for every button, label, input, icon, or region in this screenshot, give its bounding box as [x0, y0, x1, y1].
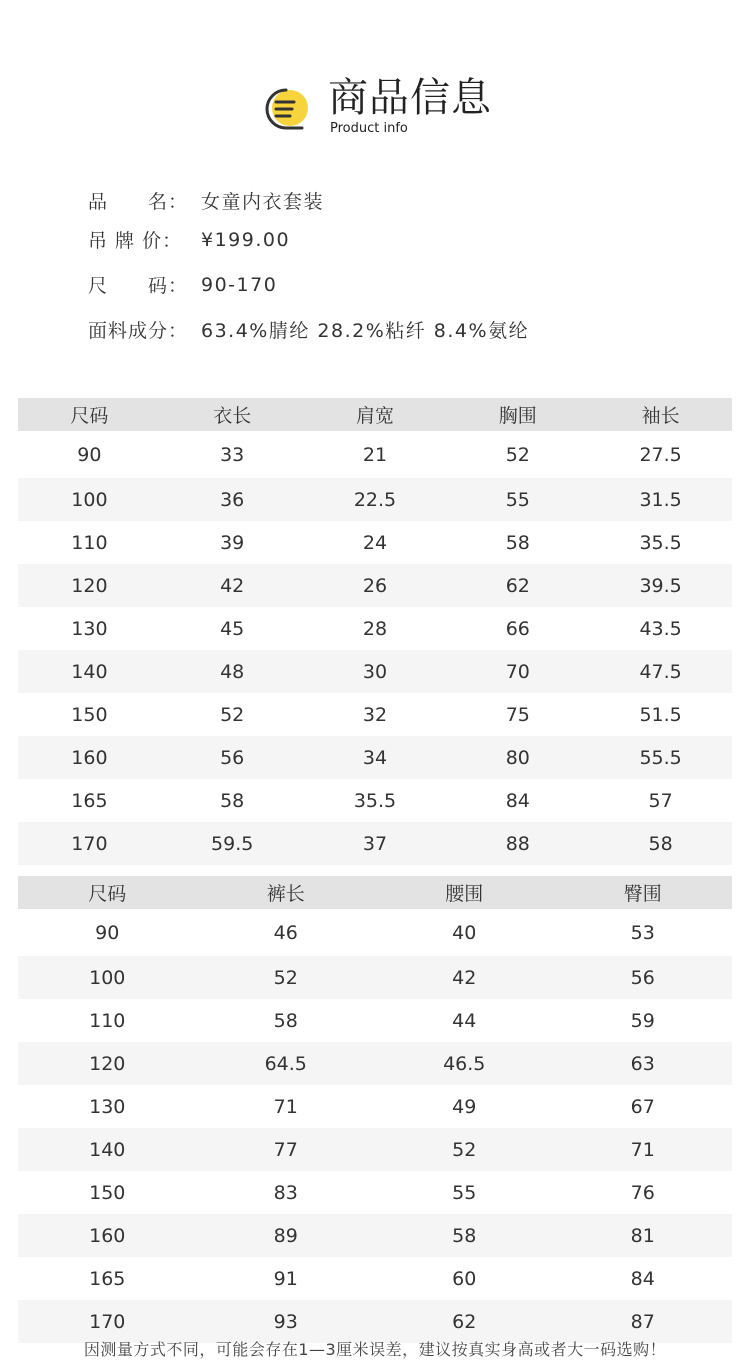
table-cell: 76 [630, 1181, 655, 1204]
table-cell: 165 [89, 1267, 126, 1290]
column-header: 衣长 [161, 398, 304, 431]
table-row [18, 1085, 732, 1128]
table-cell: 160 [18, 736, 161, 779]
column-header: 尺码 [18, 876, 197, 909]
column-header: 裤长 [197, 876, 376, 909]
table-cell: 60 [452, 1267, 477, 1290]
table-cell: 81 [554, 1214, 733, 1257]
table-cell: 58 [375, 1214, 554, 1257]
table-cell: 59.5 [161, 822, 304, 865]
list-document-icon [262, 84, 312, 134]
table-cell: 46.5 [375, 1042, 554, 1085]
table-cell: 43.5 [639, 617, 682, 640]
table-cell: 63 [554, 1042, 733, 1085]
bottom-size-table [18, 876, 732, 1343]
table-row [18, 431, 732, 478]
info-value: 女童内衣套装 [201, 190, 325, 213]
info-label: 尺 码： [88, 275, 189, 297]
table-cell: 93 [197, 1300, 376, 1343]
table-cell: 130 [71, 617, 108, 640]
measurement-note: 因测量方式不同，可能会存在1—3厘米误差，建议按真实身高或者大一码选购！ [83, 1340, 667, 1359]
table-cell: 170 [18, 822, 161, 865]
table-cell: 32 [362, 703, 388, 726]
table-cell: 34 [304, 736, 447, 779]
table-cell: 58 [505, 531, 530, 554]
table-cell: 30 [304, 650, 447, 693]
table-cell: 140 [18, 650, 161, 693]
info-label: 吊 牌 价： [88, 230, 183, 252]
table-row [18, 1128, 732, 1171]
info-label: 品 名： [88, 190, 189, 213]
table-cell: 42 [375, 956, 554, 999]
table-cell: 70 [446, 650, 589, 693]
table-cell: 62 [375, 1300, 554, 1343]
table-row [18, 736, 732, 779]
info-row-size [88, 262, 529, 307]
info-row-fabric [88, 307, 529, 352]
table-cell: 90 [95, 921, 120, 944]
table-cell: 37 [304, 822, 447, 865]
table-cell: 22.5 [304, 478, 447, 521]
table-cell: 110 [89, 1009, 126, 1032]
table-cell: 56 [554, 956, 733, 999]
table-cell: 83 [273, 1181, 298, 1204]
table-cell: 56 [161, 736, 304, 779]
table-cell: 110 [71, 531, 108, 554]
table-cell: 90 [77, 443, 102, 466]
table-cell: 47.5 [589, 650, 732, 693]
table-cell: 52 [220, 703, 245, 726]
table-cell: 67 [630, 1095, 655, 1118]
page-subtitle: Product info [330, 121, 408, 136]
column-header: 胸围 [446, 398, 589, 431]
table-row [18, 693, 732, 736]
table-row [18, 822, 732, 865]
info-value: 63.4%腈纶 28.2%粘纤 8.4%氨纶 [201, 320, 530, 342]
table-cell: 31.5 [589, 478, 732, 521]
table-cell: 28 [362, 617, 388, 640]
table-cell: 120 [18, 564, 161, 607]
table-cell: 59 [630, 1009, 655, 1032]
table-cell: 91 [273, 1267, 298, 1290]
info-value: 90-170 [201, 273, 278, 296]
table-cell: 71 [554, 1128, 733, 1171]
info-label: 面料成分： [88, 320, 189, 342]
table-cell: 24 [362, 531, 388, 554]
column-header: 腰围 [375, 876, 554, 909]
table-cell: 87 [554, 1300, 733, 1343]
table-cell: 55 [446, 478, 589, 521]
table-row [18, 956, 732, 999]
table-cell: 39 [220, 531, 245, 554]
table-row [18, 999, 732, 1042]
column-header: 袖长 [589, 398, 732, 431]
page-title: 商品信息 [328, 75, 492, 121]
table-cell: 71 [273, 1095, 298, 1118]
table-cell: 58 [220, 789, 245, 812]
table-cell: 57 [648, 789, 673, 812]
table-cell: 170 [18, 1300, 197, 1343]
table-cell: 27.5 [639, 443, 682, 466]
table-cell: 75 [505, 703, 530, 726]
table-cell: 48 [161, 650, 304, 693]
info-row-name [88, 183, 529, 217]
table-cell: 36 [161, 478, 304, 521]
table-row [18, 1257, 732, 1300]
table-cell: 62 [446, 564, 589, 607]
table-cell: 35.5 [639, 531, 682, 554]
table-cell: 80 [446, 736, 589, 779]
table-cell: 49 [452, 1095, 477, 1118]
table-row [18, 478, 732, 521]
table-row [18, 909, 732, 956]
table-cell: 150 [71, 703, 108, 726]
top-size-table [18, 398, 732, 865]
column-header: 臀围 [554, 876, 733, 909]
table-cell: 160 [18, 1214, 197, 1257]
table-cell: 150 [89, 1181, 126, 1204]
table-row [18, 564, 732, 607]
table-row [18, 1214, 732, 1257]
table-row [18, 1171, 732, 1214]
table-cell: 100 [18, 956, 197, 999]
table-cell: 89 [197, 1214, 376, 1257]
table-cell: 52 [197, 956, 376, 999]
table-cell: 100 [18, 478, 161, 521]
info-row-price [88, 217, 529, 262]
table-cell: 55.5 [589, 736, 732, 779]
table-cell: 40 [452, 921, 477, 944]
table-cell: 84 [630, 1267, 655, 1290]
table-cell: 39.5 [589, 564, 732, 607]
table-header-row [18, 398, 732, 431]
table-row [18, 1042, 732, 1085]
table-cell: 84 [505, 789, 530, 812]
table-cell: 21 [362, 443, 388, 466]
table-cell: 44 [452, 1009, 477, 1032]
table-cell: 55 [452, 1181, 477, 1204]
table-cell: 46 [273, 921, 298, 944]
table-cell: 58 [273, 1009, 298, 1032]
table-row [18, 779, 732, 822]
table-cell: 130 [89, 1095, 126, 1118]
table-cell: 33 [220, 443, 245, 466]
table-cell: 52 [505, 443, 530, 466]
info-value: ¥199.00 [201, 228, 291, 251]
table-row [18, 650, 732, 693]
table-row [18, 521, 732, 564]
table-cell: 52 [375, 1128, 554, 1171]
column-header: 肩宽 [304, 398, 447, 431]
table-cell: 64.5 [197, 1042, 376, 1085]
table-cell: 140 [18, 1128, 197, 1171]
table-cell: 26 [304, 564, 447, 607]
table-header-row [18, 876, 732, 909]
table-cell: 77 [197, 1128, 376, 1171]
table-cell: 51.5 [639, 703, 682, 726]
table-cell: 66 [505, 617, 530, 640]
table-cell: 35.5 [353, 789, 397, 812]
section-header [0, 0, 750, 150]
table-cell: 88 [446, 822, 589, 865]
table-row [18, 607, 732, 650]
table-cell: 45 [220, 617, 245, 640]
table-cell: 165 [71, 789, 108, 812]
column-header: 尺码 [18, 398, 161, 431]
table-cell: 58 [589, 822, 732, 865]
table-cell: 53 [630, 921, 655, 944]
product-info [88, 183, 529, 352]
table-cell: 42 [161, 564, 304, 607]
table-cell: 120 [18, 1042, 197, 1085]
